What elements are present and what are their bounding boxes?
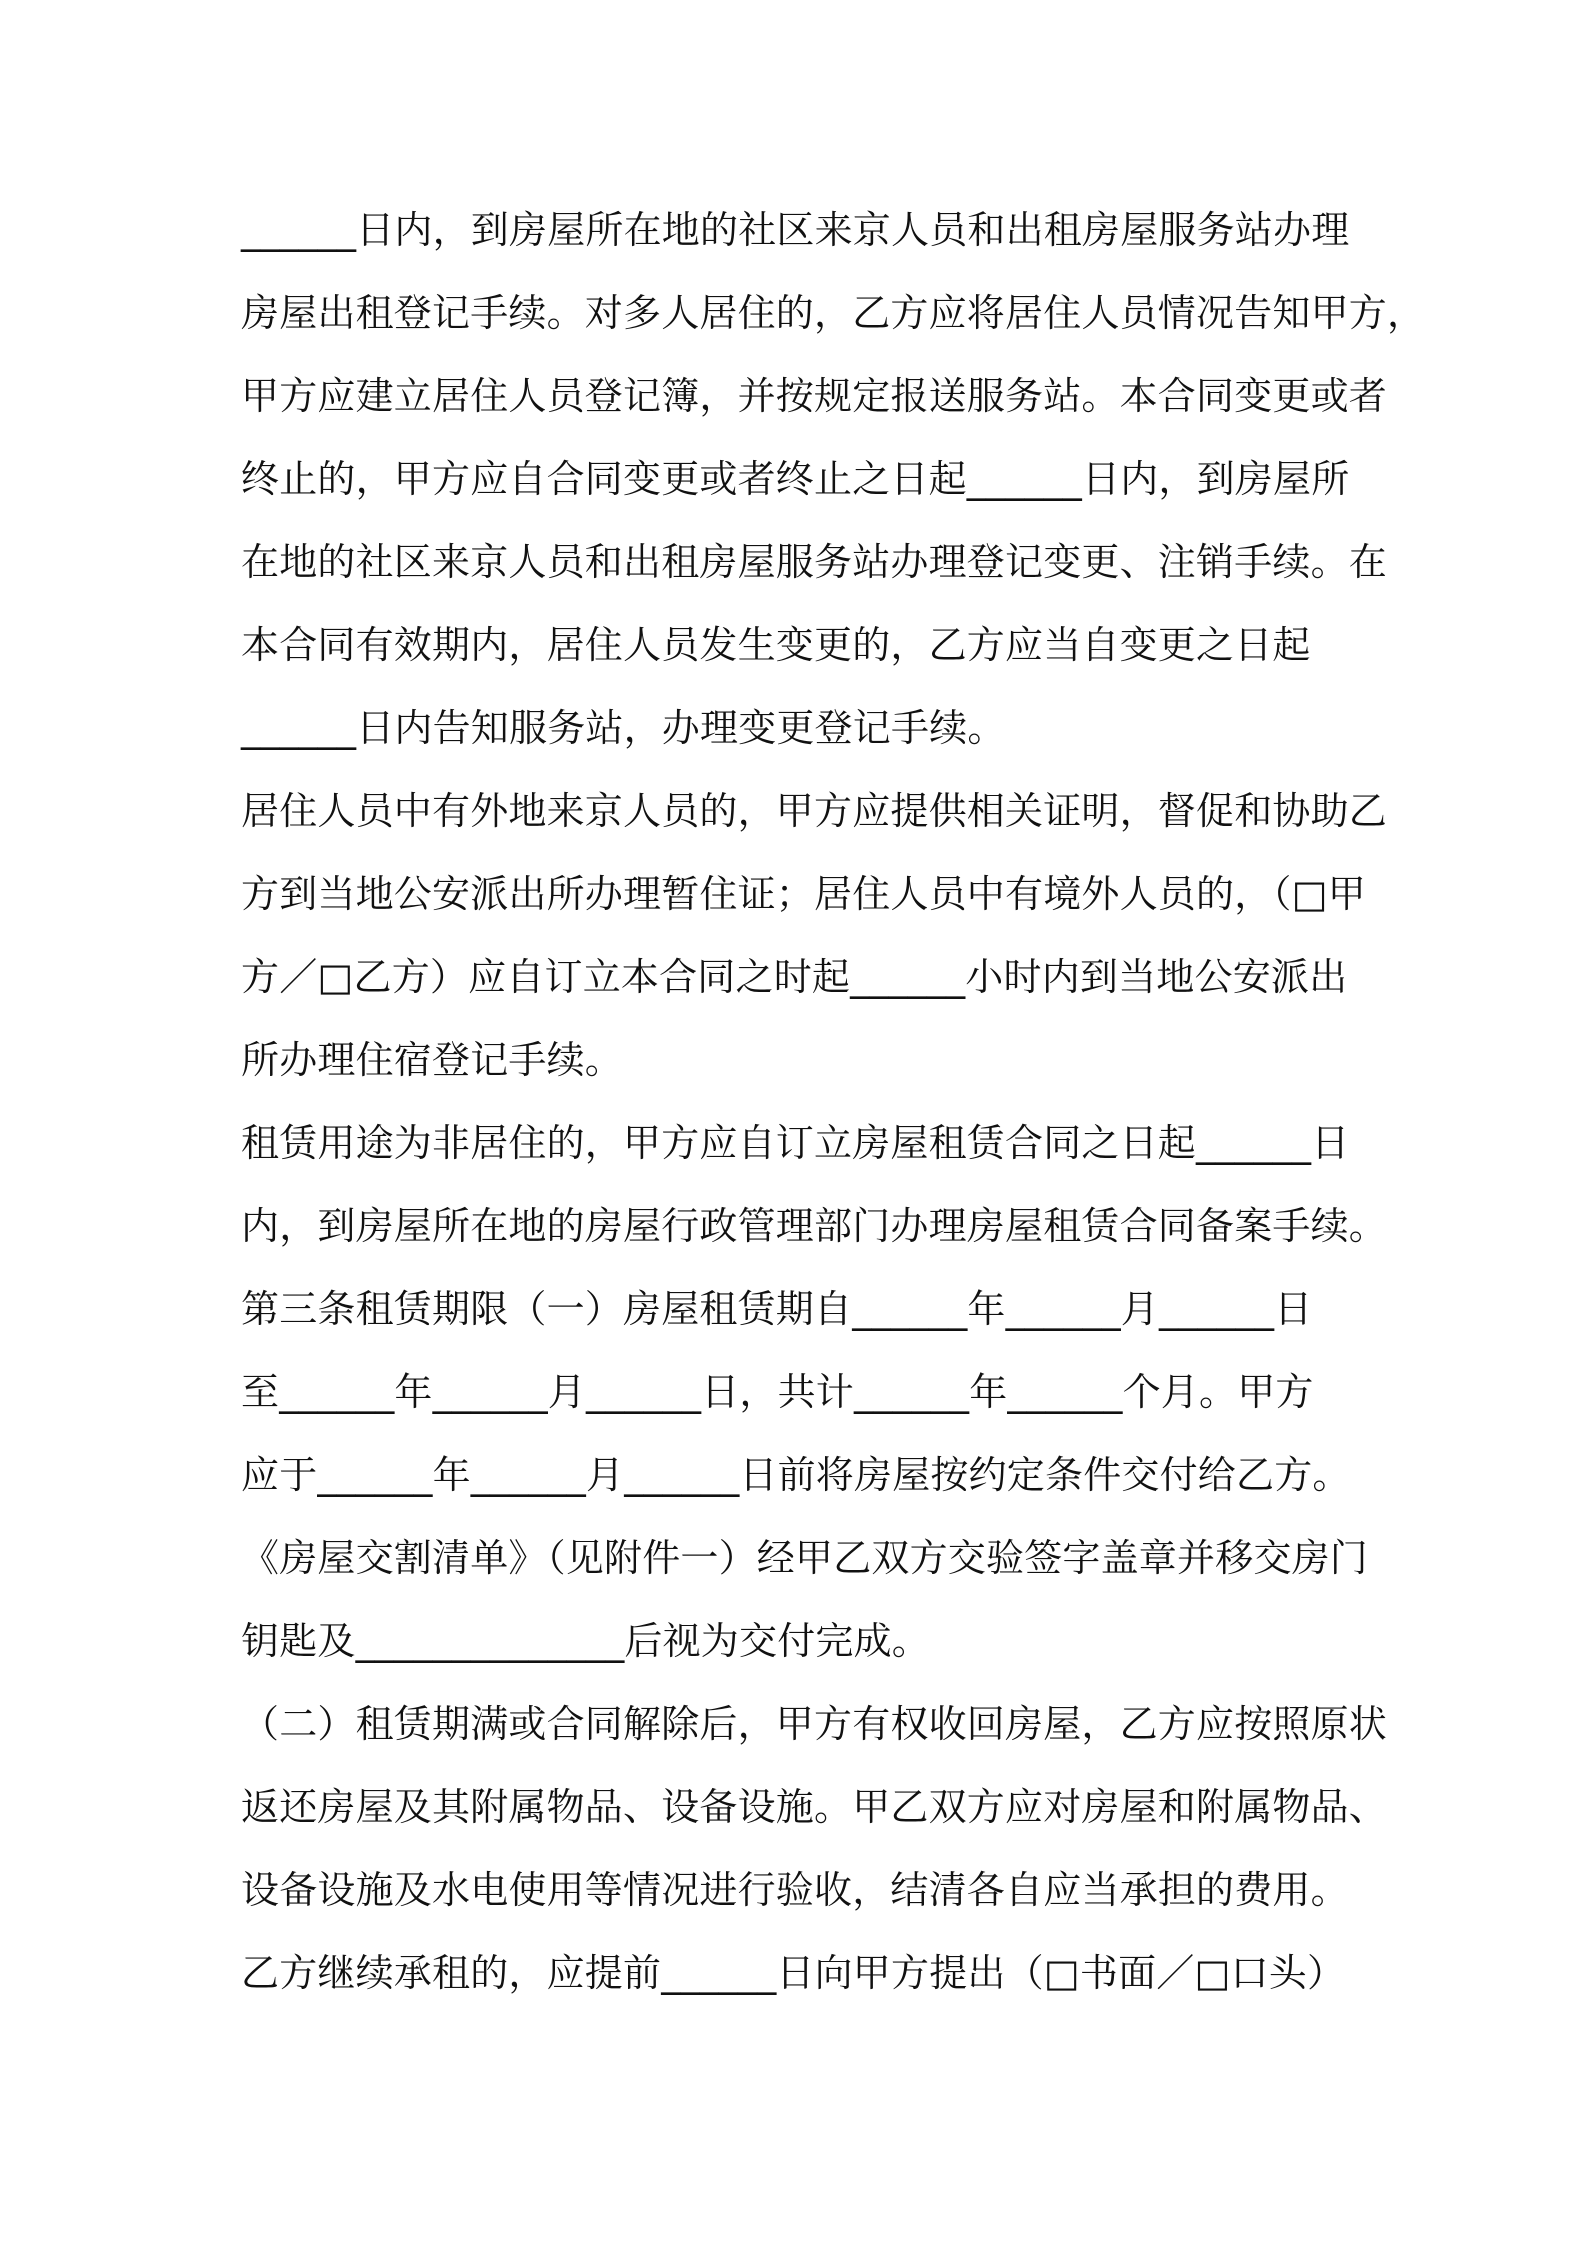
text-line: 钥匙及______________后视为交付完成。 [241,1619,931,1663]
text-line: 居住人员中有外地来京人员的，甲方应提供相关证明，督促和协助乙 [241,789,1388,833]
text-line: 终止的，甲方应自合同变更或者终止之日起______日内，到房屋所 [241,457,1350,501]
text-line: ______日内告知服务站，办理变更登记手续。 [241,706,1006,750]
text-line: 内，到房屋所在地的房屋行政管理部门办理房屋租赁合同备案手续。 [241,1204,1388,1248]
text-line: 房屋出租登记手续。对多人居住的，乙方应将居住人员情况告知甲方， [241,291,1426,335]
text-line: 乙方继续承租的，应提前______日向甲方提出（□书面／□口头） [241,1951,1346,1995]
text-line: 方到当地公安派出所办理暂住证；居住人员中有境外人员的，（□甲 [241,872,1366,916]
text-line: 至______年______月______日，共计______年______个月。甲方 [241,1370,1314,1414]
text-line: 租赁用途为非居住的，甲方应自订立房屋租赁合同之日起______日 [241,1121,1350,1165]
text-line: 方／□乙方）应自订立本合同之时起______小时内到当地公安派出 [241,955,1348,999]
text-line: 在地的社区来京人员和出租房屋服务站办理登记变更、注销手续。在 [241,540,1388,584]
text-line: 设备设施及水电使用等情况进行验收，结清各自应当承担的费用。 [241,1868,1349,1912]
text-line: 甲方应建立居住人员登记簿，并按规定报送服务站。本合同变更或者 [241,374,1388,418]
text-line: ______日内，到房屋所在地的社区来京人员和出租房屋服务站办理 [241,208,1350,252]
text-line: 应于______年______月______日前将房屋按约定条件交付给乙方。 [241,1453,1351,1497]
text-line: 第三条租赁期限（一）房屋租赁期自______年______月______日 [241,1287,1313,1331]
text-line: 《房屋交割清单》（见附件一）经甲乙双方交验签字盖章并移交房门 [241,1536,1369,1580]
text-line: 返还房屋及其附属物品、设备设施。甲乙双方应对房屋和附属物品、 [241,1785,1388,1829]
text-line: 所办理住宿登记手续。 [241,1038,624,1082]
text-line: （二）租赁期满或合同解除后，甲方有权收回房屋，乙方应按照原状 [241,1702,1388,1746]
text-line: 本合同有效期内，居住人员发生变更的，乙方应当自变更之日起 [241,623,1311,667]
